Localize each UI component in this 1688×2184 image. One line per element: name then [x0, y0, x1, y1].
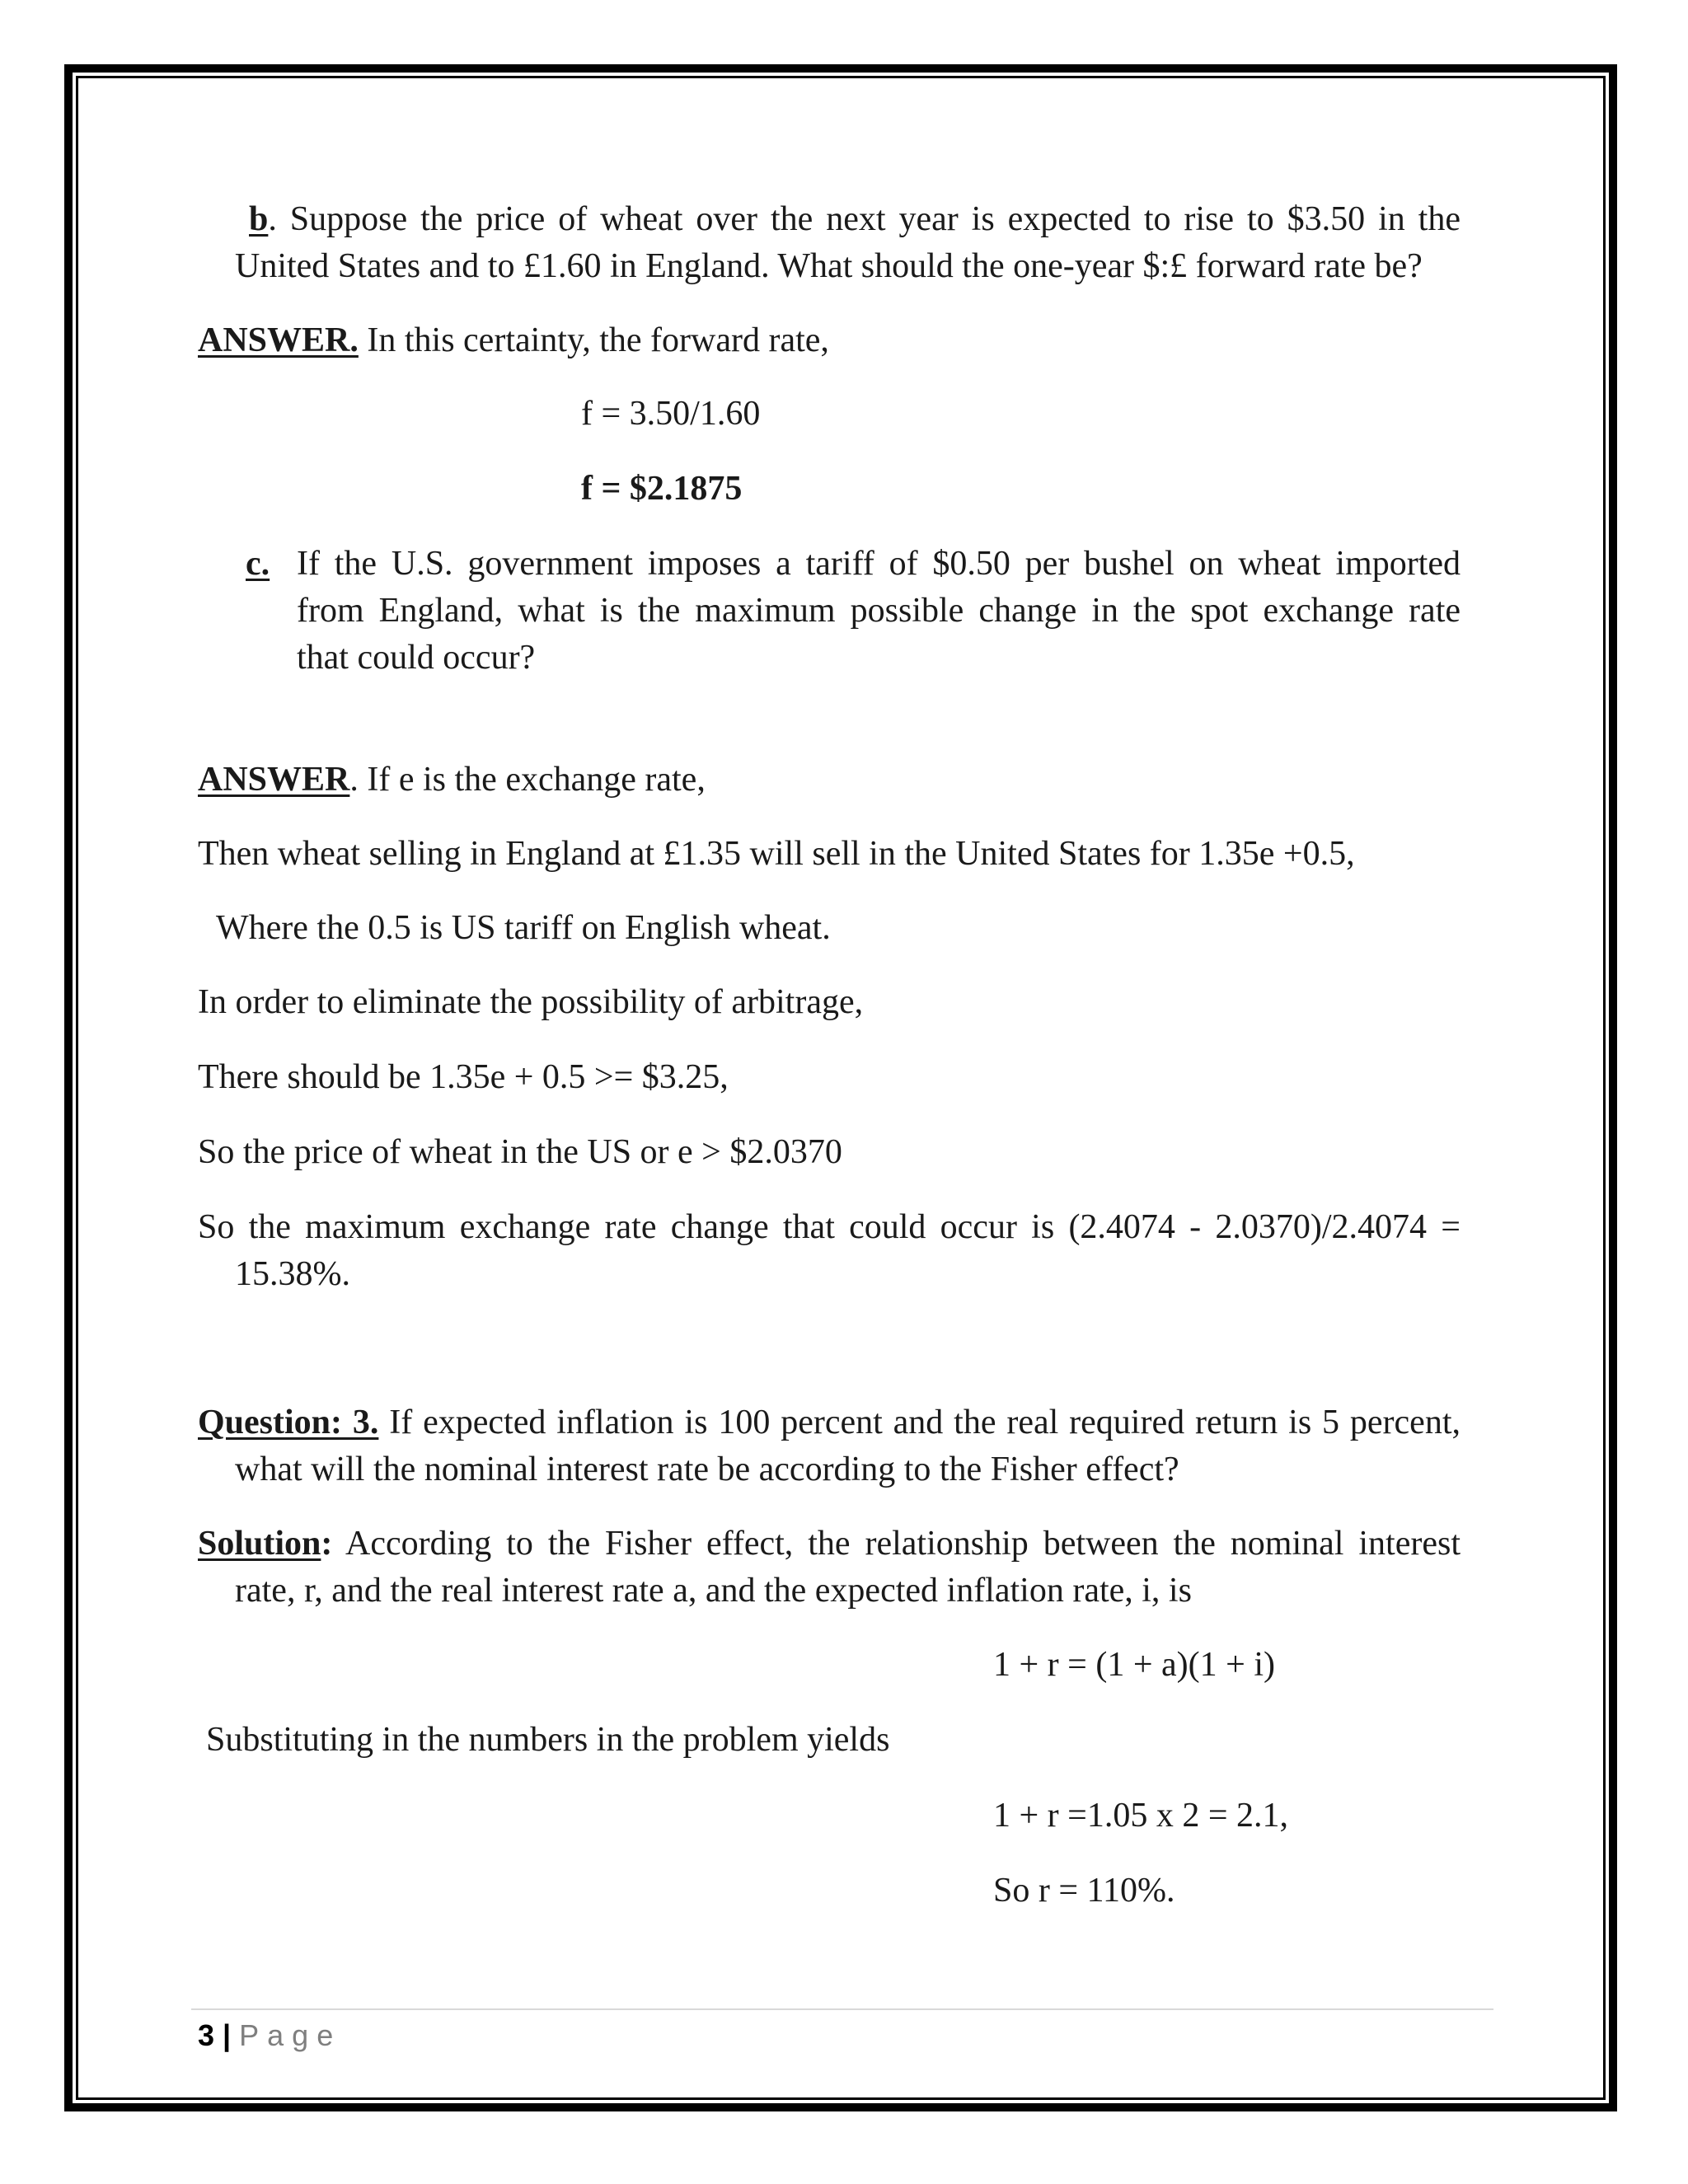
solution-label: Solution	[198, 1525, 321, 1563]
answer-b-equation-2: f = $2.1875	[581, 470, 743, 508]
answer-b-label: ANSWER.	[198, 321, 359, 359]
part-c-line-2: from England, what is the maximum possible change in the spot exchange rate	[297, 592, 1461, 630]
answer-c-heading	[198, 757, 706, 804]
question-3-text: If expected inflation is 100 percent and the real required return is 5 percent,	[378, 1404, 1461, 1441]
question-3-label: Question: 3.	[198, 1404, 379, 1441]
answer-b-equation-1: f = 3.50/1.60	[581, 395, 761, 433]
answer-c-line-1: Then wheat selling in England at £1.35 will sell in the United States for 1.35e +0.5,	[198, 835, 1355, 873]
answer-c-line-3: In order to eliminate the possibility of arbitrage,	[198, 983, 864, 1021]
part-b-line-2: United States and to £1.60 in England. What should the one-year $:£ forward rate be?	[235, 247, 1423, 285]
calculation-line: 1 + r =1.05 x 2 = 2.1,	[993, 1797, 1289, 1835]
answer-c-text: . If e is the exchange rate,	[349, 761, 706, 799]
solution-colon: :	[321, 1525, 333, 1563]
solution-line-2: rate, r, and the real interest rate a, and the expected inflation rate, i, is	[235, 1572, 1192, 1610]
footer-rule	[191, 2008, 1493, 2010]
result-line: So r = 110%.	[993, 1872, 1175, 1910]
page-number: 3	[198, 2018, 215, 2052]
solution-text: According to the Fisher effect, the relationship between the nominal interest	[332, 1525, 1461, 1563]
part-b-label: b	[249, 200, 269, 238]
answer-c-label: ANSWER	[198, 761, 350, 799]
page-word: Page	[239, 2018, 342, 2052]
answer-c-line-2: Where the 0.5 is US tariff on English wheat.	[216, 909, 831, 947]
answer-b-text: In this certainty, the forward rate,	[358, 321, 829, 359]
answer-c-line-7: 15.38%.	[235, 1255, 350, 1293]
part-b-text: . Suppose the price of wheat over the next year is expected to rise to $3.50 in the	[268, 200, 1461, 238]
part-c-label: c.	[246, 545, 270, 583]
answer-b-line	[198, 317, 829, 364]
footer-separator: |	[223, 2018, 232, 2052]
part-c-line-1: If the U.S. government imposes a tariff of $0.50 per bushel on wheat imported	[297, 545, 1461, 583]
fisher-formula: 1 + r = (1 + a)(1 + i)	[993, 1646, 1275, 1684]
question-3-line-1	[198, 1399, 1461, 1446]
answer-c-line-5: So the price of wheat in the US or e > $2.0370	[198, 1133, 842, 1171]
part-c-line-3: that could occur?	[297, 639, 536, 677]
solution-line-1	[198, 1521, 1461, 1568]
question-3-line-2: what will the nominal interest rate be according to the Fisher effect?	[235, 1451, 1179, 1488]
page-footer	[198, 2015, 341, 2056]
answer-c-line-6: So the maximum exchange rate change that could occur is (2.4074 - 2.0370)/2.4074 =	[198, 1208, 1461, 1246]
substitution-text: Substituting in the numbers in the problem yields	[206, 1721, 890, 1759]
answer-c-line-4: There should be 1.35e + 0.5 >= $3.25,	[198, 1058, 729, 1096]
part-b-line-1	[249, 196, 1461, 243]
